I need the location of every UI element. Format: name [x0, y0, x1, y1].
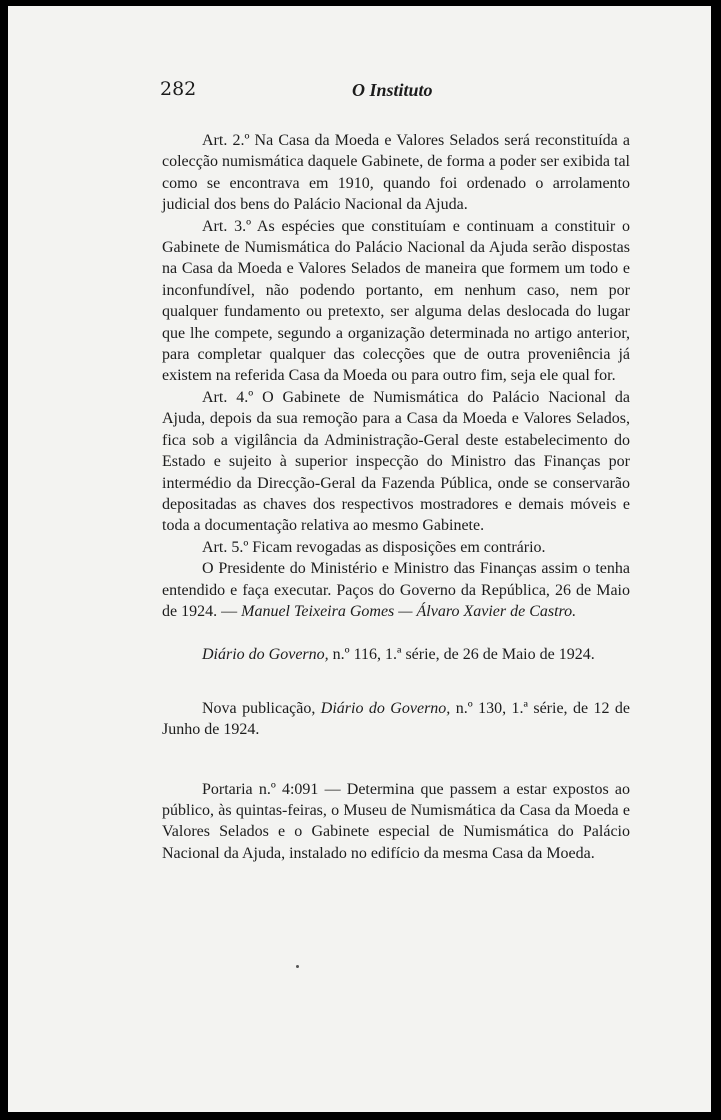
portaria-text: Portaria n.º 4:091 — Determina que passem a estar expostos ao público, às quintas-feiras, o Museu de Numismática da Casa da Moeda e Valores Selados e o Gabinete especial de Numismática do Palácio Nacional da Ajuda, instalado no edifício da mesma Casa da Moeda.	[162, 780, 630, 862]
speck-mark	[296, 965, 299, 968]
citation-source: Diário do Governo,	[202, 646, 329, 664]
article-3	[162, 216, 630, 387]
article-5	[162, 537, 630, 558]
article-text: O Gabinete de Numismática do Palácio Nacional da Ajuda, depois da sua remoção para a Casa da Moeda e Valores Selados, fica sob a vigilância da Administração-Geral deste estabelecimento do Estado e sujeito à superior inspecção do Ministro das Finanças por intermédio da Direcção-Geral da Fazenda Pública, onde se conservarão depositadas as chaves dos respectivos mostradores e demais móveis e toda a documentação relativa ao mesmo Gabinete.	[162, 388, 631, 535]
article-text: Na Casa da Moeda e Valores Selados será reconstituída a colecção numismática daquele Gabinete, de forma a poder ser exibida tal como se encontrava em 1910, quando foi ordenado o arrolamento judicial dos bens do Palácio Nacional da Ajuda.	[162, 132, 631, 214]
citation-source: Diário do Governo,	[320, 699, 451, 717]
portaria-paragraph	[162, 779, 630, 865]
running-title: O Instituto	[352, 80, 433, 100]
article-text: As espécies que constituíam e continuam a constituir o Gabinete de Numismática do Palácio Nacional da Ajuda serão dispostas na Casa da Moeda e Valores Selados de maneira que formem um todo e inconfundível, não podendo portanto, em nenhum caso, nem por qualquer fundamento ou pretexto, ser alguma delas deslocada do lugar que lhe compete, segundo a organização determinada no artigo anterior, para completar qualquer das colecções que de outra proveniência já existem na referida Casa da Moeda ou para outro fim, seja ele qual for.	[162, 217, 630, 385]
citation-details: n.º 130, 1.ª série, de 12 de Junho de 1924.	[162, 699, 631, 739]
closing-text: O Presidente do Ministério e Ministro das Finanças assim o tenha entendido e faça executar. Paços do Governo da República, 26 de Maio de 1924. —	[162, 560, 630, 620]
article-label: Art. 5.º	[202, 538, 249, 556]
citation-diario	[162, 644, 630, 665]
article-label: Art. 4.º	[202, 388, 254, 406]
document-body	[162, 130, 630, 864]
page-number: 282	[160, 78, 197, 100]
signatories: Manuel Teixeira Gomes — Álvaro Xavier de Castro.	[241, 602, 577, 620]
citation-details: n.º 116, 1.ª série, de 26 de Maio de 1924.	[332, 646, 595, 664]
citation-republication	[162, 698, 630, 741]
citation-prefix: Nova publicação,	[202, 699, 316, 717]
article-label: Art. 2.º	[202, 132, 250, 149]
article-2	[162, 130, 630, 216]
closing-paragraph	[162, 558, 630, 622]
article-label: Art. 3.º	[202, 217, 252, 235]
article-4	[162, 387, 630, 537]
article-text: Ficam revogadas as disposições em contrário.	[252, 538, 546, 556]
